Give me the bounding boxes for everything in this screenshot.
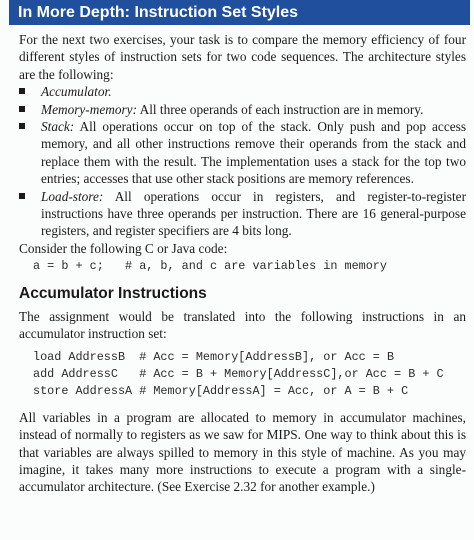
list-item-accumulator bbox=[19, 83, 466, 100]
section-heading: Accumulator Instructions bbox=[19, 284, 207, 302]
style-term: Accumulator. bbox=[41, 84, 112, 100]
c-code-line: a = b + c; # a, b, and c are variables in memory bbox=[33, 259, 387, 274]
closing-paragraph: All variables in a program are allocated to memory in accumulator machines, instead of normally to registers as we saw for MIPS. One way to think about this is that variables are always spilled to memory in this style of machine. As you may imagine, it takes many more instructions to execute a program with a single-accumulator architecture. (See Exercise 2.32 for another example.) bbox=[19, 409, 466, 495]
code-line: store AddressA # Memory[AddressA] = Acc, or A = B + C bbox=[33, 384, 409, 399]
style-term: Load-store: bbox=[41, 188, 104, 204]
consider-paragraph: Consider the following C or Java code: bbox=[19, 240, 228, 256]
assembly-code-block bbox=[19, 349, 466, 401]
square-bullet-icon bbox=[19, 106, 25, 112]
list-item-load-store bbox=[19, 188, 466, 240]
list-item-stack bbox=[19, 118, 466, 188]
style-description: All operations occur in registers, and register-to-register instructions have three operands per instruction. There are 16 general-purpose registers, and register specifiers are 4 bits long. bbox=[41, 188, 466, 239]
content-body bbox=[19, 31, 466, 496]
intro-paragraph: For the next two exercises, your task is to compare the memory efficiency of four different styles of instruction sets for two code sequences. The architecture styles are the following: bbox=[19, 32, 466, 82]
accumulator-intro: The assignment would be translated into the following instructions in an accumulator instruction set: bbox=[19, 308, 466, 342]
code-line: add AddressC # Acc = B + Memory[AddressC],or Acc = B + C bbox=[33, 366, 444, 381]
style-term: Memory-memory: bbox=[41, 101, 137, 117]
styles-list bbox=[19, 83, 466, 240]
style-description: All operations occur on top of the stack. Only push and pop access memory, and all other instructions remove their operands from the stack and replace them with the result. The implementation uses a stack for the top two entries; accesses that use other stack positions are memory references. bbox=[41, 119, 466, 187]
square-bullet-icon bbox=[19, 193, 25, 199]
code-line: load AddressB # Acc = Memory[AddressB], or Acc = B bbox=[33, 349, 395, 364]
section-banner: In More Depth: Instruction Set Styles bbox=[9, 0, 470, 25]
style-term: Stack: bbox=[41, 119, 75, 135]
style-description: All three operands of each instruction are in memory. bbox=[137, 101, 424, 117]
list-item-memory-memory bbox=[19, 101, 466, 118]
square-bullet-icon bbox=[19, 88, 25, 94]
square-bullet-icon bbox=[19, 123, 25, 129]
